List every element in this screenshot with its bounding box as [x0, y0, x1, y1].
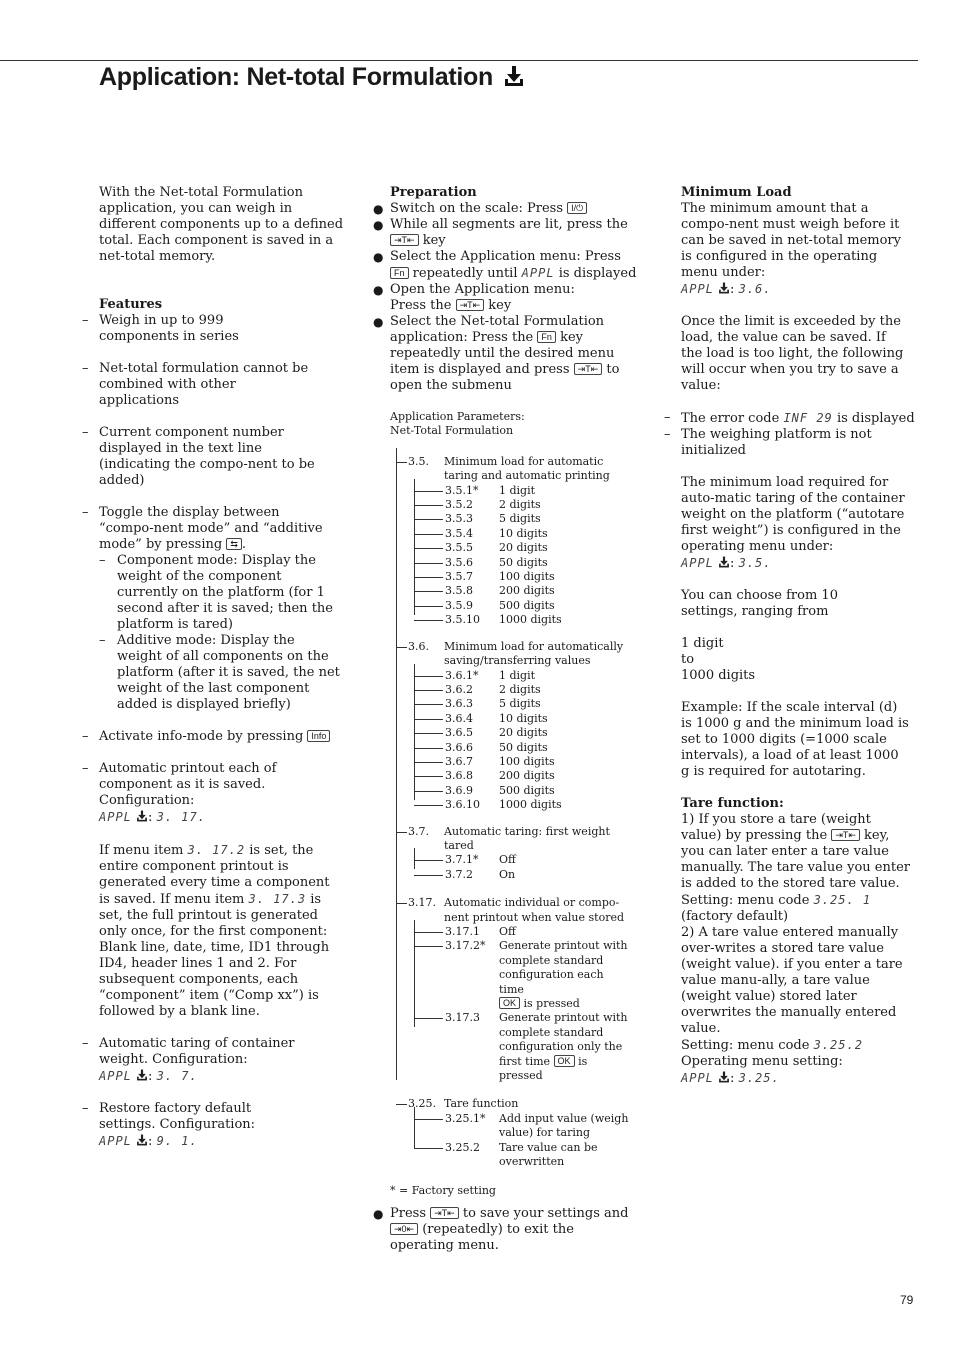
item-label: 200 digits — [499, 769, 555, 783]
item-text: is pressed — [499, 1054, 588, 1083]
feature-text: Automatic printout each of component as it is saved. Configuration: — [99, 761, 277, 808]
paragraph — [681, 812, 911, 892]
item-text: Generate printout with complete standard configuration only the first time — [499, 1011, 628, 1068]
tree-group-3-6-items — [390, 669, 640, 813]
group-label: Minimum load for automatically saving/transferring values — [444, 639, 624, 668]
step-text: is displayed — [558, 266, 637, 281]
item-label: 1 digit — [499, 668, 536, 682]
item-number: 3.5.1* — [445, 483, 479, 497]
step-item — [373, 1206, 638, 1254]
item-number: 3.5.3 — [445, 512, 473, 526]
step-text: (repeatedly) to exit the operating menu. — [390, 1222, 574, 1253]
factory-default-note: (factory default) — [681, 909, 789, 924]
step-text: While all segments are lit, press the — [390, 217, 628, 232]
tree-item — [390, 584, 640, 598]
tree-group-3-25 — [390, 1097, 640, 1111]
tree-item — [390, 484, 640, 498]
ok-key-icon: OK — [554, 1055, 575, 1067]
power-key-icon: I/⏻ — [567, 202, 587, 214]
group-label: Minimum load for automatic taring and automatic printing — [444, 454, 610, 483]
feature-item: – Automatic taring of container weight. Configuration: APPL : 3. 7. — [99, 1036, 344, 1085]
menu-code-value: 3. 7. — [156, 1069, 198, 1083]
item-number: 3.6.6 — [445, 740, 473, 754]
tare-key-icon: ⇥T⇤ — [430, 1207, 459, 1219]
text: 1) If you store a tare (weight value) by pressing the — [681, 812, 871, 843]
intro-text: With the Net-total Formulation application, you can weigh in different components up to a defined total. Each component is saved in a net-total memory. — [99, 185, 344, 264]
setting-line — [681, 892, 921, 909]
item-label: 20 digits — [499, 541, 548, 555]
menu-code: 3. 17.2 — [187, 843, 246, 857]
group-number: 3.25. — [408, 1097, 436, 1111]
tree-group-3-25-items — [390, 1112, 640, 1170]
menu-code: APPL — [521, 266, 555, 280]
item-text: Generate printout with complete standard configuration each time — [499, 939, 628, 996]
info-key-icon: Info — [307, 730, 330, 742]
tree-item — [390, 1011, 640, 1083]
item-label: 50 digits — [499, 555, 548, 569]
group-number: 3.6. — [408, 639, 429, 653]
item-label: Off — [499, 925, 516, 938]
item-number: 3.5.2 — [445, 498, 473, 512]
tree-item — [390, 726, 640, 740]
item-label: 1000 digits — [499, 798, 562, 812]
tree-group-3-17 — [390, 896, 640, 925]
features-heading: Features — [99, 297, 163, 312]
tare-key-icon: ⇥T⇤ — [390, 234, 419, 246]
column-minimum-load — [681, 185, 921, 1087]
step-text: repeatedly until — [412, 266, 518, 281]
text: Setting: menu code — [681, 893, 810, 908]
tare-key-icon: ⇥T⇤ — [574, 363, 603, 375]
step-text: to save your settings and — [462, 1206, 629, 1221]
item-label: On — [499, 867, 516, 881]
step-text: Open the Application menu: Press the — [390, 282, 575, 313]
feature-item: – Toggle the display between “compo-nent mode” and “additive mode” by pressing ⇆ . — [99, 505, 324, 553]
feature-item: – Net-total formulation cannot be combined with other applications — [99, 361, 309, 409]
item-label: 10 digits — [499, 526, 548, 540]
item-number: 3.5.7 — [445, 570, 473, 584]
item-number: 3.6.2 — [445, 682, 473, 696]
download-icon — [136, 1134, 148, 1146]
setting-line — [681, 1037, 921, 1054]
item-label: 5 digits — [499, 512, 541, 526]
feature-text: Activate info-mode by pressing — [99, 729, 304, 744]
item-number: 3.5.6 — [445, 555, 473, 569]
feature-item: – Automatic printout each of component as it is saved. Configuration: APPL : 3. 17. — [99, 761, 344, 826]
item-label — [499, 939, 629, 1011]
text: If menu item — [99, 843, 184, 858]
tree-item — [390, 498, 640, 512]
tree-group-3-17-items — [390, 925, 640, 1083]
download-icon — [718, 1071, 730, 1083]
parameter-tree — [390, 410, 640, 1198]
footnote: * = Factory setting — [390, 1183, 496, 1197]
tree-item — [390, 527, 640, 541]
tree-item — [390, 784, 640, 798]
tree-item — [390, 798, 640, 812]
operating-menu-setting: Operating menu setting: — [681, 1054, 843, 1069]
column-preparation — [373, 185, 638, 394]
minimum-load-heading: Minimum Load — [681, 185, 792, 200]
paragraph: You can choose from 10 settings, ranging from — [681, 588, 838, 619]
item-label: Tare value can be overwritten — [499, 1140, 598, 1169]
tare-heading: Tare function: — [681, 796, 784, 811]
feature-item — [99, 729, 344, 745]
menu-code: APPL — [681, 556, 714, 570]
tree-group-3-5 — [390, 455, 640, 484]
step-item — [373, 217, 638, 249]
step-text: Select the Application menu: Press — [390, 249, 621, 264]
item-number: 3.6.1* — [445, 668, 479, 682]
tree-item — [390, 683, 640, 697]
page-title-text: Application: Net-total Formulation — [99, 63, 493, 91]
text: The error code — [681, 411, 780, 426]
item-label — [499, 1011, 629, 1083]
tree-item — [390, 755, 640, 769]
item-number: 3.5.9 — [445, 598, 473, 612]
item-number: 3.6.8 — [445, 769, 473, 783]
tree-item — [390, 925, 640, 939]
item-label: 200 digits — [499, 584, 555, 598]
download-icon — [136, 1069, 148, 1081]
item-label: 5 digits — [499, 697, 541, 711]
menu-code-line: APPL : 3.5. — [681, 556, 772, 571]
tree-group-3-5-items — [390, 484, 640, 628]
item-number: 3.25.2 — [445, 1140, 480, 1154]
error-item — [681, 410, 921, 427]
tree-group-3-7-items — [390, 853, 640, 882]
step-text: Press — [390, 1206, 426, 1221]
tree-item — [390, 853, 640, 867]
download-icon — [504, 65, 524, 87]
error-item: – The weighing platform is not initialized — [681, 427, 921, 459]
item-label: 50 digits — [499, 740, 548, 754]
tree-group-3-7 — [390, 825, 640, 854]
final-step — [373, 1206, 638, 1254]
item-number: 3.6.4 — [445, 711, 473, 725]
group-label: Tare function — [444, 1097, 519, 1111]
tree-header-line: Net-Total Formulation — [390, 424, 514, 438]
step-text: to open the submenu — [390, 362, 620, 393]
item-text: is pressed — [523, 997, 580, 1011]
text: is set, the full printout is generated only once, for the first component: — [99, 892, 328, 939]
item-number: 3.5.4 — [445, 526, 473, 540]
menu-code: 3.25.2 — [813, 1038, 863, 1052]
fn-key-icon: Fn — [390, 267, 409, 279]
feature-text: Restore factory default settings. Configuration: — [99, 1101, 256, 1132]
item-label: 2 digits — [499, 682, 541, 696]
paragraph: Example: If the scale interval (d) is 1000 g and the minimum load is set to 1000 digits (=1000 scale intervals), a load of at least 1000 g is required for autotaring. — [681, 700, 909, 779]
step-item — [373, 201, 638, 217]
feature-text: Automatic taring of container weight. Configuration: — [99, 1036, 295, 1067]
paragraph: The minimum amount that a compo-nent must weigh before it can be saved in net-total memory is configured in the operating menu under: — [681, 201, 901, 280]
feature-item: – Restore factory default settings. Configuration: APPL : 9. 1. — [99, 1101, 299, 1150]
paragraph: The minimum load required for auto-matic taring of the container weight on the platform (“autotare first weight”) is configured in the operating menu under: — [681, 475, 905, 554]
menu-code-line: APPL : 3.25. — [681, 1071, 780, 1086]
feature-subitem: – Component mode: Display the weight of the component currently on the platform (for 1 second after it is saved; then the platform is tared) — [99, 553, 344, 633]
tree-item — [390, 669, 640, 683]
item-number: 3.6.7 — [445, 754, 473, 768]
step-item — [373, 314, 640, 394]
item-number: 3.6.9 — [445, 783, 473, 797]
paragraph: 2) A tare value entered manually over-writes a stored tare value (weight value). if you enter a tare value manu-ally, a tare value (weight value) stored later overwrites the manually entered value. — [681, 925, 903, 1036]
menu-code: APPL — [681, 282, 714, 296]
group-number: 3.17. — [408, 896, 436, 910]
step-text: key repeatedly until the desired menu item is displayed and press — [390, 330, 615, 377]
item-number: 3.25.1* — [445, 1111, 486, 1125]
group-label: Automatic individual or compo-nent printout when value stored — [444, 896, 625, 924]
step-text: Select the Net-total Formulation application: Press the — [390, 314, 605, 345]
tree-item — [390, 1112, 640, 1141]
item-number: 3.5.10 — [445, 613, 480, 627]
step-text: Switch on the scale: Press — [390, 201, 564, 216]
text: Setting: menu code — [681, 1038, 810, 1053]
item-label: 500 digits — [499, 783, 555, 797]
printout-description — [99, 842, 339, 940]
tree-item — [390, 541, 640, 555]
item-number: 3.6.10 — [445, 798, 480, 812]
item-number: 3.17.2* — [445, 939, 486, 953]
menu-code: APPL — [99, 1134, 132, 1148]
feature-item: – Weigh in up to 999 components in series — [99, 313, 299, 345]
tare-key-icon: ⇥T⇤ — [831, 829, 860, 841]
item-number: 3.6.3 — [445, 697, 473, 711]
printout-contents: Blank line, date, time, ID1 through ID4, header lines 1 and 2. For subsequent components, each “component” item (“Comp xx”) is followed by a blank line. — [99, 940, 330, 1019]
tree-item — [390, 697, 640, 711]
item-label: 20 digits — [499, 726, 548, 740]
menu-code-value: 3.6. — [738, 282, 772, 296]
item-label: 2 digits — [499, 498, 541, 512]
item-number: 3.17.3 — [445, 1011, 480, 1025]
range-value: 1000 digits — [681, 668, 756, 683]
item-label: Off — [499, 853, 516, 867]
tree-item — [390, 512, 640, 526]
column-features — [99, 185, 344, 1150]
zero-key-icon: ⇥0⇤ — [390, 1223, 418, 1235]
text: is displayed — [836, 411, 915, 426]
tree-item — [390, 1141, 640, 1170]
step-text: key — [488, 298, 512, 313]
menu-code-value: 3.25. — [738, 1071, 780, 1085]
tare-key-icon: ⇥T⇤ — [456, 299, 485, 311]
item-label: 1000 digits — [499, 613, 562, 627]
text: key, you can later enter a tare value manually. The tare value you enter is added to the stored tare value. — [681, 828, 910, 891]
tree-group-3-6 — [390, 640, 640, 669]
error-code: INF 29 — [783, 411, 833, 425]
feature-item: – Current component number displayed in the text line (indicating the compo-nent to be added) — [99, 425, 331, 489]
item-number: 3.5.5 — [445, 541, 473, 555]
group-number: 3.5. — [408, 454, 429, 468]
text: is set, the entire component printout is generated every time a component is saved. If menu item — [99, 843, 330, 907]
page-title — [99, 61, 524, 93]
menu-code: 3. 17.3 — [248, 892, 307, 906]
tree-item — [390, 939, 640, 1011]
menu-code: APPL — [99, 810, 132, 824]
item-label: 100 digits — [499, 754, 555, 768]
feature-text: Toggle the display between “compo-nent mode” and “additive mode” by pressing — [99, 505, 323, 552]
item-number: 3.6.5 — [445, 726, 473, 740]
tree-item — [390, 868, 640, 882]
menu-code-value: 9. 1. — [156, 1134, 198, 1148]
range-value: to — [681, 652, 695, 667]
toggle-key-icon: ⇆ — [226, 538, 242, 550]
item-label: 500 digits — [499, 598, 555, 612]
preparation-heading: Preparation — [390, 185, 477, 200]
page-number: 79 — [900, 1293, 914, 1307]
item-number: 3.5.8 — [445, 584, 473, 598]
download-icon — [718, 282, 730, 294]
tree-item — [390, 570, 640, 584]
menu-code-value: 3. 17. — [156, 810, 206, 824]
item-label: Add input value (weigh value) for taring — [499, 1111, 629, 1140]
menu-code: APPL — [681, 1071, 714, 1085]
tree-item — [390, 556, 640, 570]
ok-key-icon: OK — [499, 997, 520, 1009]
step-item — [373, 249, 638, 282]
tree-item — [390, 613, 640, 627]
tree-item — [390, 741, 640, 755]
tree-item — [390, 599, 640, 613]
range-value: 1 digit — [681, 636, 724, 651]
tree-header-line: Application Parameters: — [390, 410, 525, 423]
feature-subitem: – Additive mode: Display the weight of all components on the platform (after it is saved, the net weight of the last component added is displayed briefly) — [99, 633, 342, 713]
item-number: 3.7.2 — [445, 867, 473, 881]
tree-item — [390, 769, 640, 783]
fn-key-icon: Fn — [537, 331, 556, 343]
menu-code: APPL — [99, 1069, 132, 1083]
paragraph: Once the limit is exceeded by the load, the value can be saved. If the load is too light, the following will occur when you try to save a value: — [681, 314, 904, 393]
item-label: 100 digits — [499, 570, 555, 584]
item-label: 10 digits — [499, 711, 548, 725]
menu-code-value: 3.5. — [738, 556, 772, 570]
item-label: 1 digit — [499, 483, 536, 497]
download-icon — [136, 810, 148, 822]
download-icon — [718, 556, 730, 568]
item-number: 3.7.1* — [445, 853, 479, 867]
tree-item — [390, 712, 640, 726]
step-text: key — [422, 233, 446, 248]
step-item — [373, 282, 600, 314]
item-number: 3.17.1 — [445, 925, 480, 938]
tree-header — [390, 410, 640, 439]
group-label: Automatic taring: first weight tared — [444, 824, 610, 852]
menu-code-line: APPL : 3.6. — [681, 282, 772, 297]
group-number: 3.7. — [408, 824, 429, 838]
menu-code: 3.25. 1 — [813, 893, 872, 907]
